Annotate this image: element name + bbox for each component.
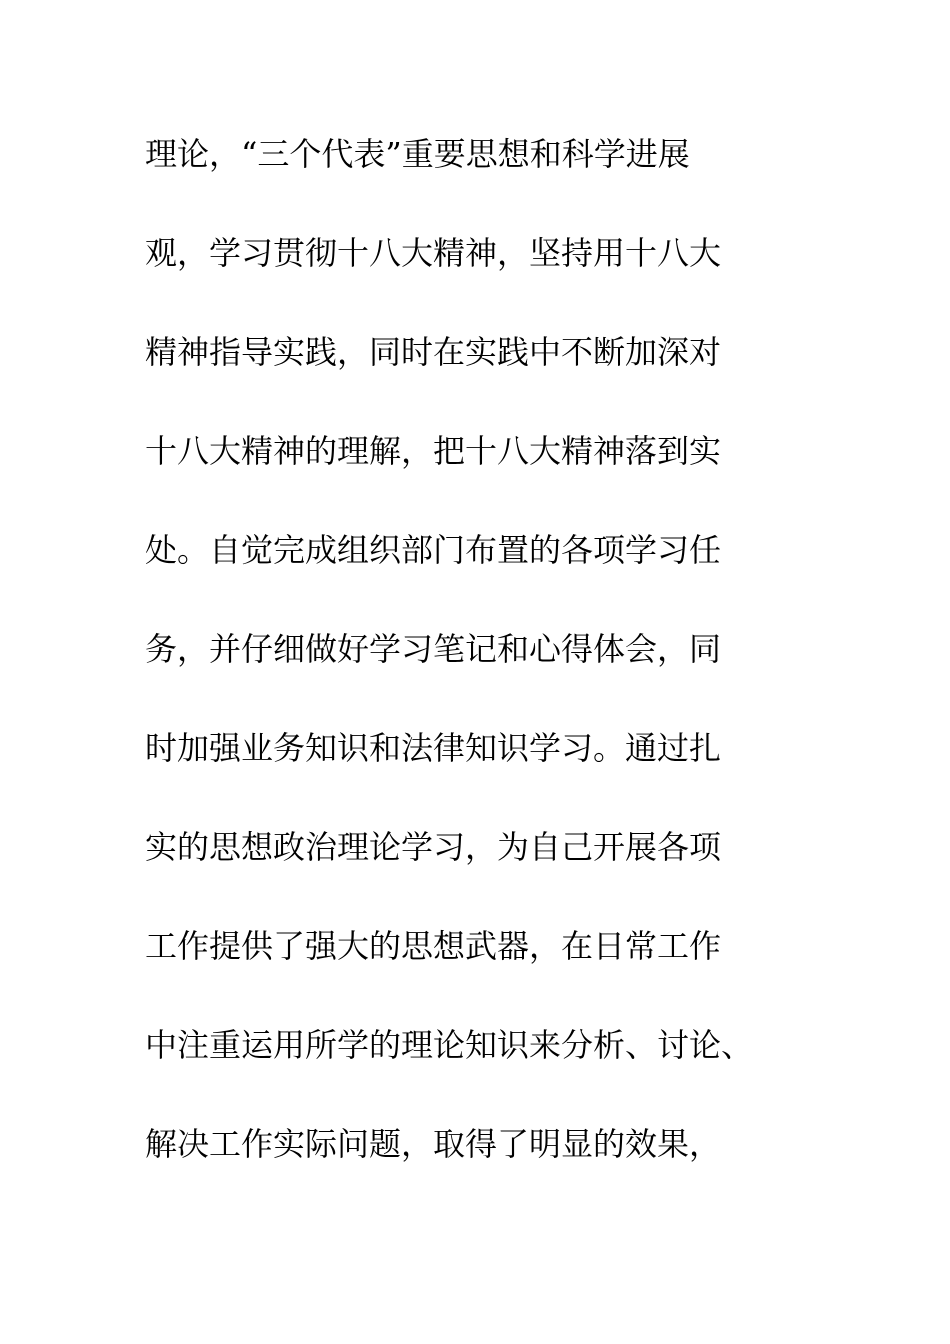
text-line: 处。自觉完成组织部门布置的各项学习任: [145, 531, 722, 569]
text-line: 精神指导实践，同时在实践中不断加深对: [145, 333, 722, 371]
text-line: 中注重运用所学的理论知识来分析、讨论、: [145, 1026, 754, 1064]
text-line: 工作提供了强大的思想武器，在日常工作: [145, 927, 722, 965]
text-line: 解决工作实际问题，取得了明显的效果，: [145, 1125, 722, 1163]
text-line: 十八大精神的理解，把十八大精神落到实: [145, 432, 722, 470]
text-line: 理论，“三个代表”重要思想和科学进展: [145, 135, 690, 173]
text-line: 务，并仔细做好学习笔记和心得体会，同: [145, 630, 722, 668]
body-text: [145, 126, 825, 1215]
text-line: 时加强业务知识和法律知识学习。通过扎: [145, 729, 722, 767]
text-line: 实的思想政治理论学习，为自己开展各项: [145, 828, 722, 866]
text-line: 观，学习贯彻十八大精神，坚持用十八大: [145, 234, 722, 272]
